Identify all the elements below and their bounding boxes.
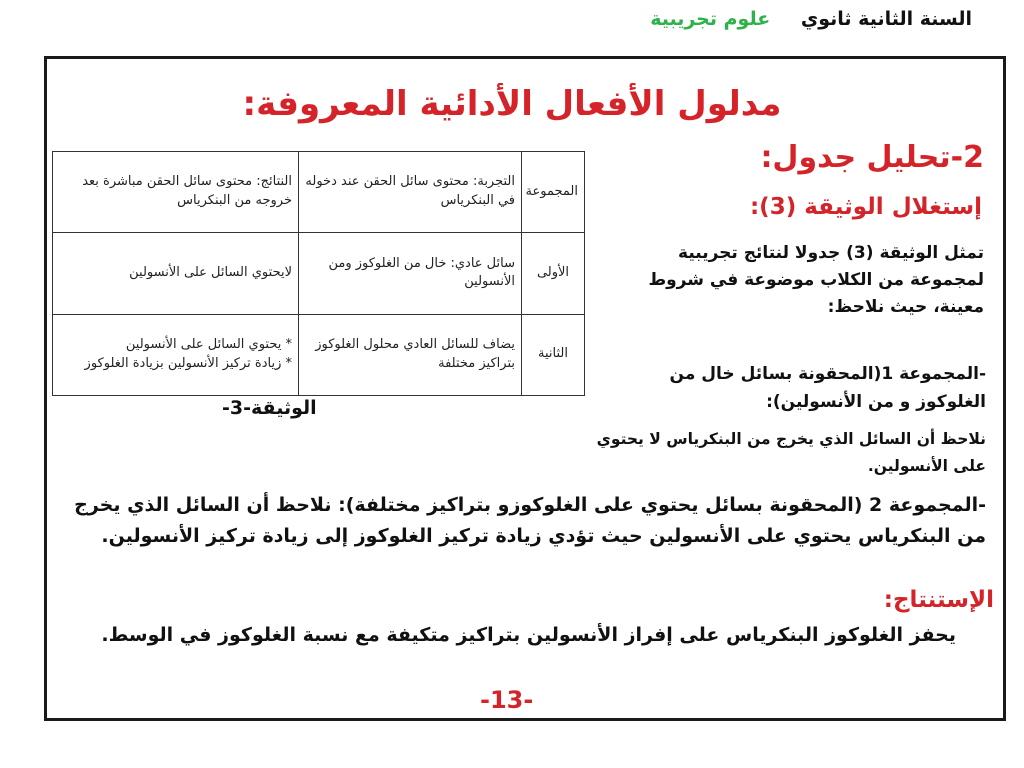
row1-result-line: لايحتوي السائل على الأنسولين: [129, 265, 292, 281]
header-results: النتائج: محتوى سائل الحقن مباشرة بعد خروجه من البنكرياس: [53, 152, 299, 233]
table-header-row: [53, 152, 585, 233]
row2-experiment: يضاف للسائل العادي محلول الغلوكوز بتراكيز مختلفة: [299, 314, 522, 395]
conclusion-label: الإستنتاج:: [883, 587, 994, 613]
row2-result-line-2: * زيادة تركيز الأنسولين بزيادة الغلوكوز: [84, 355, 292, 371]
subject-name: علوم تجريبية: [650, 8, 771, 30]
school-level: السنة الثانية ثانوي: [800, 8, 972, 30]
document-caption: الوثيقة-3-: [222, 397, 317, 419]
group1-title: -المجموعة 1(المحقونة بسائل خال من الغلوكوز و من الأنسولين):: [669, 364, 986, 412]
page-number: -13-: [480, 686, 534, 714]
row2-result-line-1: * يحتوي السائل على الأنسولين: [125, 336, 292, 352]
exploit-heading: إستغلال الوثيقة (3):: [749, 194, 982, 220]
row2-result: [53, 314, 299, 395]
page-header: [650, 8, 972, 30]
group2-paragraph: -المجموعة 2 (المحقونة بسائل يحتوي على الغلوكوزو بتراكيز مختلفة): نلاحظ أن السائل الذي يخرج من البنكرياس يحتوي على الأنسولين حيث تؤدي زيادة تركيز الغلوكوز إلى زيادة تركيز الأنسولين.: [74, 494, 986, 547]
header-group: المجموعة: [522, 152, 585, 233]
intro-paragraph: تمثل الوثيقة (3) جدولا لنتائج تجريبية لمجموعة من الكلاب موضوعة في شروط معينة، حيث نلاحظ:: [648, 243, 984, 317]
row1-result: [53, 233, 299, 314]
section-heading: 2-تحليل جدول:: [760, 140, 984, 175]
row1-experiment: سائل عادي: خال من الغلوكوز ومن الأنسولين: [299, 233, 522, 314]
document-3-table: [52, 151, 585, 396]
row1-group: الأولى: [522, 233, 585, 314]
group1-observation: نلاحظ أن السائل الذي يخرج من البنكرياس لا يحتوي على الأنسولين.: [596, 430, 986, 475]
table-row: [53, 314, 585, 395]
table-row: [53, 233, 585, 314]
header-experiment: التجربة: محتوى سائل الحقن عند دخوله في البنكرياس: [299, 152, 522, 233]
row2-group: الثانية: [522, 314, 585, 395]
conclusion-text: يحفز الغلوكوز البنكرياس على إفراز الأنسولين بتراكيز متكيفة مع نسبة الغلوكوز في الوسط.: [101, 624, 956, 646]
page-title: مدلول الأفعال الأدائية المعروفة:: [242, 84, 782, 124]
